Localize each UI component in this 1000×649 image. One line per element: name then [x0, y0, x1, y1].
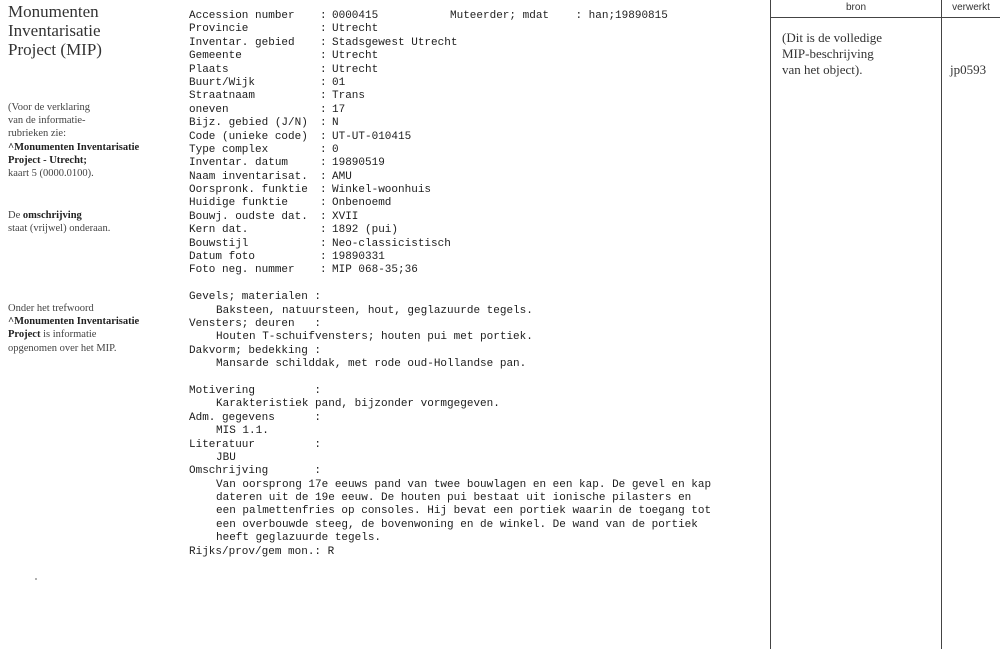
header-divider: [770, 17, 1000, 18]
section-label-omschrijving: Omschrijving :: [189, 465, 322, 478]
omschrijving-line: Van oorsprong 17e eeuws pand van twee bouwlagen en een kap. De gevel en kap: [216, 478, 712, 491]
column-divider: [941, 0, 942, 649]
field-row: Huidige funktie : Onbenoemd: [189, 197, 392, 210]
section-label-motivering: Motivering :: [189, 384, 322, 397]
field-row: Type complex : 0: [189, 143, 339, 156]
section-label-gevels: Gevels; materialen :: [189, 291, 322, 304]
omschrijving-line: een overbouwde steeg, de bovenwoning en de winkel. De wand van de portiek: [216, 518, 698, 531]
field-row: Oorspronk. funktie : Winkel-woonhuis: [189, 184, 432, 197]
muteerder-field: Muteerder; mdat : han;19890815: [450, 10, 668, 22]
omschrijving-line: heeft geglazuurde tegels.: [216, 532, 382, 545]
field-row: Accession number : 0000415: [189, 10, 379, 22]
section-text-vensters: Houten T-schuifvensters; houten pui met portiek.: [216, 331, 533, 344]
section-text-motivering: Karakteristiek pand, bijzonder vormgegeven.: [216, 398, 500, 411]
scan-speck: [35, 578, 37, 580]
section-text-dakvorm: Mansarde schilddak, met rode oud-Hollandse pan.: [216, 358, 527, 371]
omschrijving-line: een palmettenfries op consoles. Hij bevat een portiek waarin de toegang tot: [216, 505, 712, 518]
verwerkt-value: jp0593: [950, 62, 987, 77]
field-row: oneven : 17: [189, 103, 346, 116]
section-label-literatuur: Literatuur :: [189, 438, 322, 451]
field-row: Bouwstijl : Neo-classicistisch: [189, 237, 451, 250]
rijks-row: Rijks/prov/gem mon.: R: [189, 545, 335, 558]
bron-header: bron: [845, 2, 866, 13]
omschrijving-line: dateren uit de 19e eeuw. De houten pui bestaat uit ionische pilasters en: [216, 492, 692, 505]
field-row: Bouwj. oudste dat. : XVII: [189, 210, 359, 223]
document-title: Monumenten Inventarisatie Project (MIP): [8, 2, 102, 59]
section-label-adm: Adm. gegevens :: [189, 411, 322, 424]
mip-record: [189, 10, 759, 559]
field-row: Kern dat. : 1892 (pui): [189, 224, 399, 237]
section-label-dakvorm: Dakvorm; bedekking :: [189, 344, 322, 357]
bron-note: (Dit is de volledige MIP-beschrijving van het object).: [782, 30, 883, 77]
section-label-vensters: Vensters; deuren :: [189, 317, 322, 330]
field-row: Foto neg. nummer : MIP 068-35;36: [189, 264, 418, 277]
section-text-literatuur: JBU: [216, 451, 236, 464]
keyword-reference-note: Onder het trefwoord ^Monumenten Inventarisatie Project is informatie opgenomen over het MIP.: [8, 303, 140, 354]
verwerkt-header: verwerkt: [952, 2, 990, 13]
field-row: Code (unieke code) : UT-UT-010415: [189, 130, 412, 143]
field-row: Inventar. datum : 19890519: [189, 157, 385, 170]
legend-reference-note: (Voor de verklaring van de informatie- rubrieken zie: ^Monumenten Inventarisatie Project - Utrecht; kaart 5 (0000.0100).: [8, 102, 140, 180]
field-row: Plaats : Utrecht: [189, 63, 379, 76]
field-row: Bijz. gebied (J/N) : N: [189, 117, 339, 130]
field-row: Gemeente : Utrecht: [189, 50, 379, 63]
description-location-note: De omschrijving staat (vrijwel) onderaan.: [8, 210, 111, 235]
section-text-gevels: Baksteen, natuursteen, hout, geglazuurde tegels.: [216, 304, 533, 317]
field-row: Buurt/Wijk : 01: [189, 76, 346, 89]
field-row: Naam inventarisat. : AMU: [189, 170, 352, 183]
field-row: Datum foto : 19890331: [189, 251, 385, 264]
column-divider: [770, 0, 771, 649]
section-text-adm: MIS 1.1.: [216, 425, 269, 438]
field-row: Straatnaam : Trans: [189, 90, 366, 103]
field-row: Provincie : Utrecht: [189, 23, 379, 36]
field-row: Inventar. gebied : Stadsgewest Utrecht: [189, 36, 458, 49]
